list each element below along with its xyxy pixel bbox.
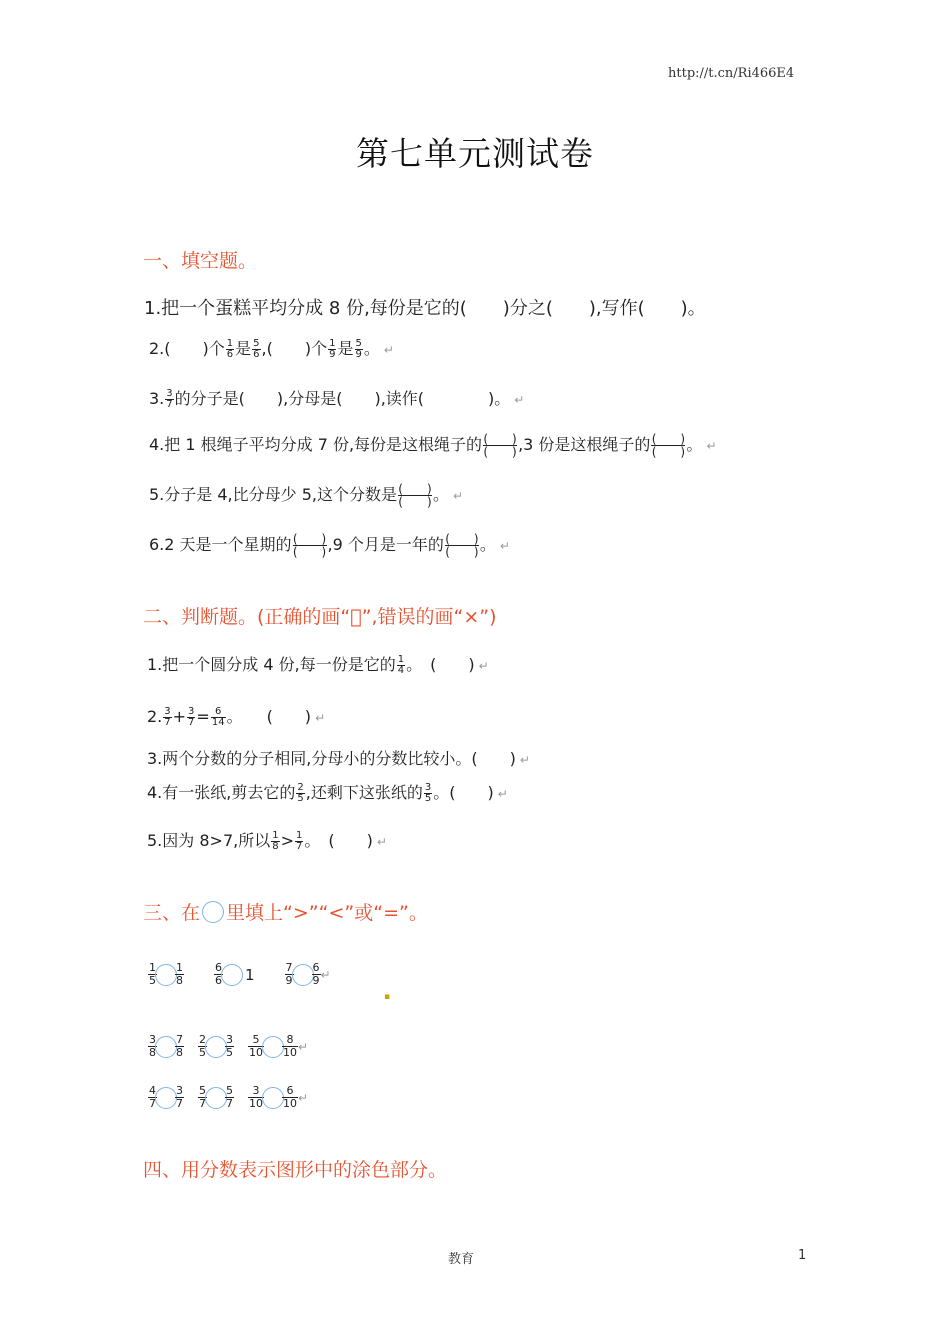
section-heading-shaded: 四、用分数表示图形中的涂色部分。 xyxy=(143,1159,448,1181)
q-text: ,还剩下这张纸的 xyxy=(305,783,423,802)
footer-text: 教育 xyxy=(448,1252,475,1267)
compare-row-2 xyxy=(148,1034,322,1059)
blank-fraction: $\frac{( )}{( )}$ xyxy=(445,532,479,559)
q-text: 2.( )个 xyxy=(149,339,225,358)
q-text: = xyxy=(196,707,210,726)
answer-circle[interactable] xyxy=(155,964,177,986)
fraction: $\frac{3}{7}$ xyxy=(164,706,171,728)
answer-circle[interactable] xyxy=(205,1087,227,1109)
q-text: + xyxy=(172,707,187,726)
answer-circle[interactable] xyxy=(221,964,243,986)
fraction: $\frac{6}{14}$ xyxy=(211,706,225,728)
compare-row-3 xyxy=(148,1085,322,1110)
blank-fraction: $\frac{( )}{( )}$ xyxy=(651,432,686,459)
return-mark-icon: ↵ xyxy=(519,753,530,767)
return-mark-icon: ↵ xyxy=(497,787,508,801)
question-fill-5 xyxy=(149,482,463,508)
return-mark-icon: ↵ xyxy=(478,659,489,673)
question-fill-6 xyxy=(149,532,510,558)
fraction: $\frac{3}{5}$ xyxy=(424,782,432,804)
fraction: $\frac{1}{8}$ xyxy=(272,830,279,852)
section-heading-compare: 三、在 里填上“>”“<”或“=”。 xyxy=(143,902,428,924)
q-text: 。 xyxy=(432,485,449,504)
fraction: $\frac{2}{5}$ xyxy=(297,782,304,804)
fraction: $\frac{1}{6}$ xyxy=(226,338,234,360)
compare-item: $\frac{1}{5}$ $\frac{1}{8}$ xyxy=(149,961,183,987)
q-text: 3.两个分数的分子相同,分母小的分数比较小。( ) xyxy=(147,749,516,768)
q-text: ,9 个月是一年的 xyxy=(327,535,444,554)
section-heading-fill: 一、填空题。 xyxy=(143,250,258,272)
question-fill-1: 1.把一个蛋糕平均分成 8 份,每份是它的( )分之( ),写作( )。 xyxy=(144,298,706,319)
return-mark-icon: ↵ xyxy=(298,1090,309,1105)
q-text: 。 xyxy=(479,535,496,554)
question-fill-2 xyxy=(149,336,394,360)
q-text: 。 ( ) xyxy=(226,707,312,726)
q-text: ,( )个 xyxy=(261,339,328,358)
return-mark-icon: ↵ xyxy=(706,439,717,453)
answer-circle[interactable] xyxy=(205,1036,227,1058)
compare-row-1 xyxy=(148,962,345,987)
q-text: > xyxy=(280,831,294,850)
fraction: $\frac{1}{9}$ xyxy=(329,338,336,360)
compare-item: $\frac{7}{9}$ $\frac{6}{9}$ ↵ xyxy=(285,961,331,987)
answer-circle[interactable] xyxy=(262,1036,284,1058)
question-judge-3 xyxy=(147,746,530,769)
q-text: 是 xyxy=(235,339,252,358)
return-mark-icon: ↵ xyxy=(298,1039,309,1054)
question-judge-1 xyxy=(147,652,489,676)
q-text: 。 xyxy=(686,435,703,454)
fraction: $\frac{1}{7}$ xyxy=(296,830,303,852)
page-number: 1 xyxy=(798,1248,807,1263)
answer-circle[interactable] xyxy=(155,1087,177,1109)
section-heading-judge: 二、判断题。(正确的画“ ”,错误的画“×”) xyxy=(143,606,497,628)
return-mark-icon: ↵ xyxy=(383,343,394,357)
q-text: 2. xyxy=(147,707,163,726)
q-text: 3. xyxy=(149,389,165,408)
q-text: 4.把 1 根绳子平均分成 7 份,每份是这根绳子的 xyxy=(149,435,483,454)
compare-item: $\frac{3}{10}$ $\frac{6}{10}$ ↵ xyxy=(249,1084,309,1110)
fraction: $\frac{3}{7}$ xyxy=(188,706,195,728)
fraction: $\frac{5}{9}$ xyxy=(355,338,362,360)
return-mark-icon: ↵ xyxy=(453,489,464,503)
question-judge-5 xyxy=(147,828,387,852)
circle-icon xyxy=(202,901,224,923)
q-text: ,3 份是这根绳子的 xyxy=(518,435,651,454)
q-text: 的分子是( ),分母是( ),读作( )。 xyxy=(174,389,511,408)
blank-fraction: $\frac{( )}{( )}$ xyxy=(292,532,327,559)
q-text: 5.因为 8>7,所以 xyxy=(147,831,271,850)
question-judge-4 xyxy=(147,780,508,804)
q-text: 。( ) xyxy=(433,783,494,802)
anchor-mark-icon: ▪ xyxy=(384,992,391,1002)
answer-circle[interactable] xyxy=(292,964,314,986)
q-text: 。 ( ) xyxy=(406,655,475,674)
question-fill-4 xyxy=(149,432,717,458)
return-mark-icon: ↵ xyxy=(315,711,326,725)
fraction: $\frac{3}{7}$ xyxy=(166,388,173,410)
blank-fraction: $\frac{( )}{( )}$ xyxy=(398,482,432,509)
question-fill-3 xyxy=(149,386,524,410)
compare-item: $\frac{3}{8}$ $\frac{7}{8}$ xyxy=(149,1033,183,1059)
q-text: 5.分子是 4,比分母少 5,这个分数是 xyxy=(149,485,397,504)
q-text: 1.把一个圆分成 4 份,每一份是它的 xyxy=(147,655,396,674)
compare-item: $\frac{4}{7}$ $\frac{3}{7}$ xyxy=(149,1084,183,1110)
header-url: http://t.cn/Ri466E4 xyxy=(668,66,795,81)
q-text: 。 xyxy=(363,339,380,358)
return-mark-icon: ↵ xyxy=(499,539,510,553)
compare-item: $\frac{2}{5}$ $\frac{3}{5}$ xyxy=(199,1033,233,1059)
answer-circle[interactable] xyxy=(262,1087,284,1109)
compare-item: $\frac{6}{6}$ 1 xyxy=(215,961,255,987)
page-title: 第七单元测试卷 xyxy=(356,134,594,173)
q-text: 是 xyxy=(337,339,354,358)
compare-item: $\frac{5}{7}$ $\frac{5}{7}$ xyxy=(199,1084,233,1110)
return-mark-icon: ↵ xyxy=(320,967,331,982)
return-mark-icon: ↵ xyxy=(376,835,387,849)
answer-circle[interactable] xyxy=(155,1036,177,1058)
return-mark-icon: ↵ xyxy=(514,393,525,407)
q-text: 。 ( ) xyxy=(304,831,373,850)
q-text: 4.有一张纸,剪去它的 xyxy=(147,783,296,802)
q-text: 6.2 天是一个星期的 xyxy=(149,535,292,554)
compare-item: $\frac{5}{10}$ $\frac{8}{10}$ ↵ xyxy=(249,1033,309,1059)
fraction: $\frac{1}{4}$ xyxy=(397,654,405,676)
fraction: $\frac{5}{6}$ xyxy=(253,338,260,360)
question-judge-2 xyxy=(147,704,325,728)
blank-fraction: $\frac{( )}{( )}$ xyxy=(483,432,517,459)
